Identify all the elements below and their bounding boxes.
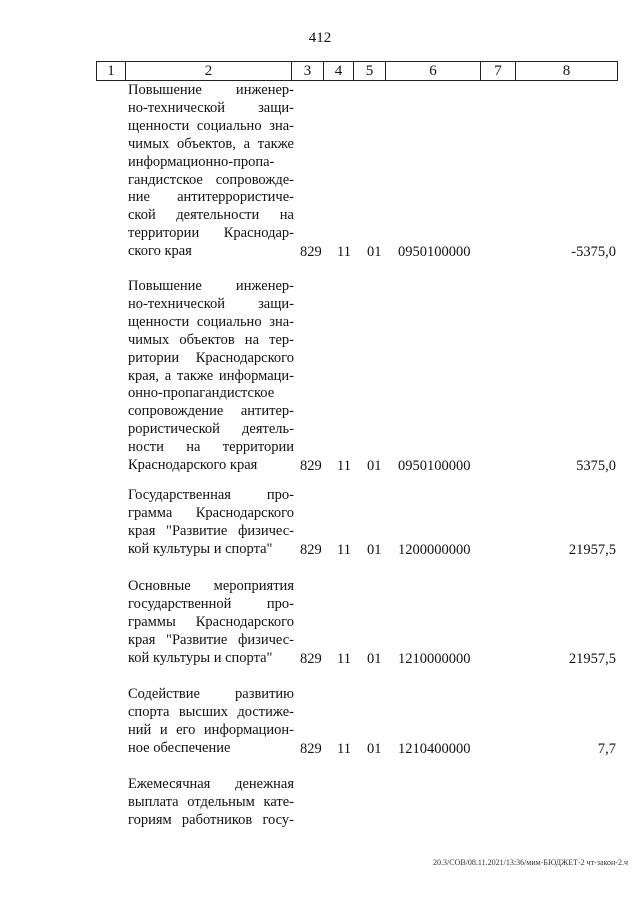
header-col-7: 7	[480, 62, 515, 80]
cell-col-5: 01	[367, 651, 382, 667]
cell-col-3: 829	[300, 542, 322, 558]
cell-col-8: 21957,5	[568, 651, 616, 667]
cell-col-6: 1210400000	[398, 741, 471, 757]
cell-col-4: 11	[337, 651, 351, 667]
header-col-6: 6	[385, 62, 480, 80]
row-description: Повышение инженер- но-технической защи- щенности социально зна- чимых объектов на тер- ритории Краснодарского края, а также информаци- онно-пропагандистское сопровождение антитер- рористической деятель- ности на территории Краснодарского края	[128, 278, 294, 474]
header-col-8: 8	[515, 62, 617, 80]
cell-col-6: 1210000000	[398, 651, 471, 667]
row-description: Повышение инженер- но-технической защи- щенности социально зна- чимых объектов, а также информационно-пропа- гандистское сопровожде- ние антитеррористиче- ской деятельности на территории Краснодар- ского края	[128, 82, 294, 260]
cell-col-3: 829	[300, 458, 322, 474]
cell-col-5: 01	[367, 458, 382, 474]
page-number: 412	[308, 30, 332, 46]
cell-col-8: -5375,0	[571, 244, 616, 260]
row-description: Государственная про- грамма Краснодарского края "Развитие физичес- кой культуры и спорта"	[128, 487, 294, 557]
cell-col-8: 21957,5	[568, 542, 616, 558]
cell-col-5: 01	[367, 741, 382, 757]
cell-col-4: 11	[337, 741, 351, 757]
document-footer: 20.3/СОВ/08.11.2021/13:36/мим-БЮДЖЕТ-2 чт-закон-2.ч	[433, 858, 628, 867]
header-col-3: 3	[291, 62, 323, 80]
header-col-5: 5	[353, 62, 385, 80]
header-col-4: 4	[323, 62, 353, 80]
cell-col-6: 0950100000	[398, 458, 471, 474]
header-col-2: 2	[125, 62, 291, 80]
table-header-row	[96, 61, 618, 81]
cell-col-3: 829	[300, 244, 322, 260]
cell-col-4: 11	[337, 458, 351, 474]
cell-col-5: 01	[367, 244, 382, 260]
cell-col-5: 01	[367, 542, 382, 558]
cell-col-3: 829	[300, 741, 322, 757]
row-description: Ежемесячная денежная выплата отдельным кате- гориям работников госу-	[128, 776, 294, 828]
header-col-1: 1	[107, 63, 115, 79]
cell-col-3: 829	[300, 651, 322, 667]
row-description: Содействие развитию спорта высших достиже- ний и его информацион- ное обеспечение	[128, 686, 294, 756]
cell-col-8: 5375,0	[576, 458, 616, 474]
cell-col-6: 0950100000	[398, 244, 471, 260]
cell-col-4: 11	[337, 244, 351, 260]
cell-col-6: 1200000000	[398, 542, 471, 558]
row-description: Основные мероприятия государственной про- граммы Краснодарского края "Развитие физичес- кой культуры и спорта"	[128, 578, 294, 666]
cell-col-8: 7,7	[597, 741, 616, 757]
cell-col-4: 11	[337, 542, 351, 558]
